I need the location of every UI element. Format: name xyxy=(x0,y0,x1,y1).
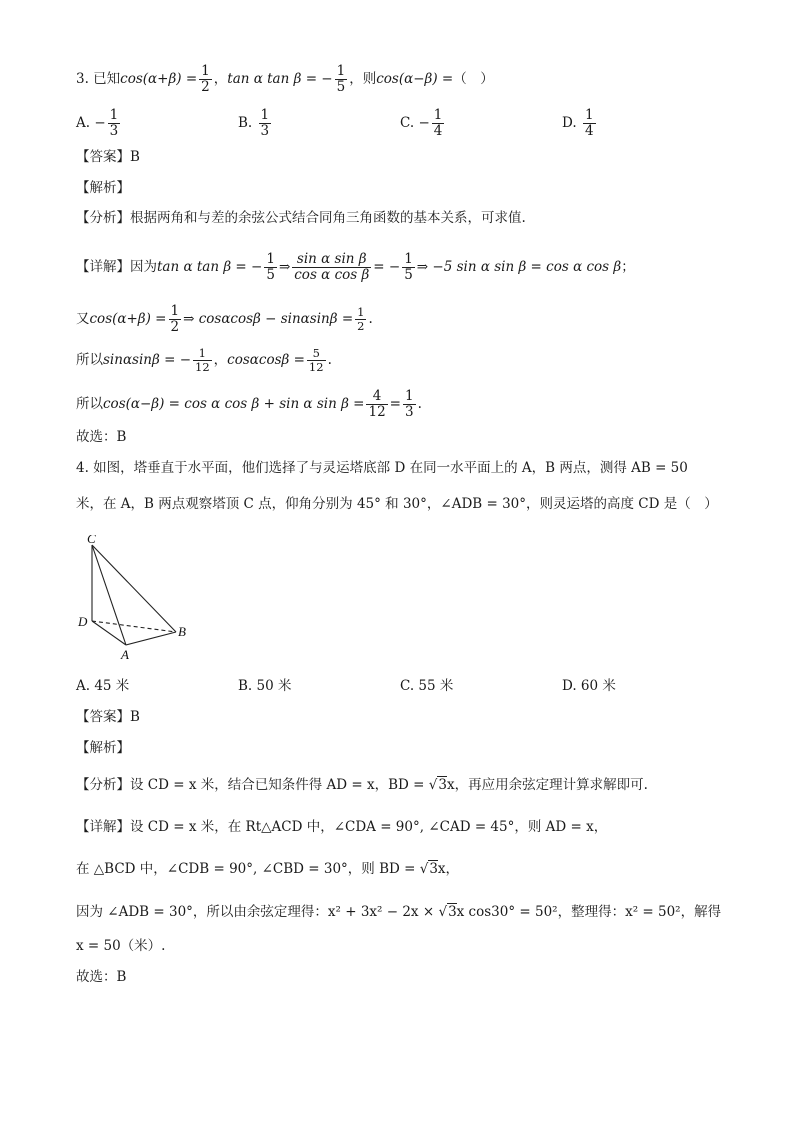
math-expr: tan α tan β = − xyxy=(157,259,263,275)
q4-xiangjie-line3 xyxy=(76,902,721,922)
frac-num: 1 xyxy=(170,303,180,319)
frac-den: 3 xyxy=(109,123,119,139)
option-frac xyxy=(432,108,445,139)
frac-den: 5 xyxy=(404,267,413,283)
frac-num: 1 xyxy=(193,347,212,361)
frac-den: 12 xyxy=(195,360,210,374)
q3-ask: cos(α−β) = xyxy=(376,71,454,87)
text: 又 xyxy=(76,311,90,327)
frac-num: 1 xyxy=(266,251,275,267)
q3-xiangjie-line1 xyxy=(76,252,635,283)
q3-given2-frac xyxy=(335,64,348,95)
q3-line3 xyxy=(76,347,332,374)
math-frac xyxy=(292,252,371,283)
edge-cb xyxy=(92,545,176,632)
frac-den: 2 xyxy=(201,79,210,95)
option-label: A. xyxy=(76,115,91,131)
frac-num: 1 xyxy=(336,63,346,79)
frac-den: 5 xyxy=(266,267,275,283)
math-frac xyxy=(403,389,416,420)
analysis-tag: 【解析】 xyxy=(76,180,130,196)
frac-den: 12 xyxy=(368,404,386,420)
q3-stem-prefix: 3. 已知 xyxy=(76,71,121,87)
text: ， xyxy=(213,352,228,368)
edge-ab xyxy=(126,632,176,645)
text: 因为 ∠ADB = 30°，所以由余弦定理得：x² + 3x² − 2x × xyxy=(76,904,439,920)
label-c: C xyxy=(87,535,96,546)
implies: ⇒ xyxy=(278,259,291,275)
frac-num: 1 xyxy=(433,107,443,123)
sqrt-symbol: √ xyxy=(419,861,429,877)
text: 所以 xyxy=(76,352,103,368)
text: . xyxy=(327,352,332,368)
edge-ca xyxy=(92,545,126,645)
text: 设 CD = x 米，结合已知条件得 AD = x，BD = xyxy=(130,777,429,793)
frac-num: 1 xyxy=(584,107,594,123)
sqrt-radicand: 3 xyxy=(438,777,447,793)
sqrt-radicand: 3 xyxy=(448,904,457,920)
q3-line4 xyxy=(76,389,422,420)
q4-choose: 故选：B xyxy=(76,969,127,985)
q3-option-b xyxy=(238,108,273,139)
answer-tag: 【答案】 xyxy=(76,149,130,165)
q4-stem-line1: 4. 如图，塔垂直于水平面，他们选择了与灵运塔底部 D 在同一水平面上的 A，B 两点，测得 AB = 50 xyxy=(76,460,688,476)
frac-num: 1 xyxy=(357,305,365,319)
q4-option-c: C. 55 米 xyxy=(400,678,454,694)
text: 因为 xyxy=(130,259,157,275)
text: ； xyxy=(621,259,635,275)
text: 设 CD = x 米，在 Rt△ACD 中，∠CDA = 90°, ∠CAD = 45°，则 AD = x， xyxy=(130,819,608,835)
frac-den: 5 xyxy=(336,79,346,95)
frac-num: 1 xyxy=(404,251,413,267)
answer-value: B xyxy=(130,709,140,725)
sqrt-radicand: 3 xyxy=(429,861,438,877)
sqrt-symbol: √ xyxy=(428,777,438,793)
frac-num: 1 xyxy=(109,107,119,123)
option-label: B. xyxy=(238,115,253,131)
frac-den: 4 xyxy=(584,123,594,139)
q3-given1: cos(α+β) = xyxy=(120,71,198,87)
math-frac xyxy=(355,306,366,333)
option-sign: − xyxy=(94,115,106,131)
text: = xyxy=(389,396,401,412)
text: . xyxy=(368,311,373,327)
q4-xiangjie-line1 xyxy=(76,817,607,837)
q4-option-b: B. 50 米 xyxy=(238,678,292,694)
frac-den: 2 xyxy=(170,319,180,335)
math-expr: ⇒ −5 sin α sin β = cos α cos β xyxy=(416,259,622,275)
label-b: B xyxy=(178,624,186,639)
answer-value: B xyxy=(130,149,140,165)
math-expr: cosαcosβ = xyxy=(227,352,305,368)
option-frac xyxy=(259,108,272,139)
frac-num: sin α sin β xyxy=(292,252,371,268)
q3-choose: 故选：B xyxy=(76,429,127,445)
q3-answer xyxy=(76,147,140,167)
q4-option-a: A. 45 米 xyxy=(76,678,130,694)
answer-tag: 【答案】 xyxy=(76,709,130,725)
q3-stem-then: ，则 xyxy=(349,71,377,87)
xiangjie-tag: 【详解】 xyxy=(76,819,130,835)
fenxi-text: 根据两角和与差的余弦公式结合同角三角函数的基本关系，可求值. xyxy=(130,210,526,226)
frac-num: 1 xyxy=(404,388,414,404)
xiangjie-tag: 【详解】 xyxy=(76,259,130,275)
math-frac xyxy=(264,252,277,283)
math-frac xyxy=(193,347,212,374)
q4-option-d: D. 60 米 xyxy=(562,678,616,694)
text: 在 △BCD 中，∠CDB = 90°, ∠CBD = 30°，则 BD = xyxy=(76,861,420,877)
math-frac xyxy=(366,389,387,420)
math-frac xyxy=(169,304,182,335)
q4-xiangjie-line4: x = 50（米）. xyxy=(76,938,166,954)
frac-num: 1 xyxy=(260,107,270,123)
label-a: A xyxy=(121,647,129,662)
frac-num: 4 xyxy=(366,389,387,405)
q3-line2 xyxy=(76,304,373,335)
q4-tower-figure xyxy=(76,535,206,665)
frac-num: 5 xyxy=(307,347,326,361)
frac-num: 1 xyxy=(201,63,210,79)
option-label: C. xyxy=(400,115,415,131)
frac-den: cos α cos β xyxy=(294,267,370,283)
q3-stem-sep: ， xyxy=(213,71,228,87)
q3-given1-frac xyxy=(199,64,212,95)
q3-fenxi xyxy=(76,208,526,228)
frac-den: 4 xyxy=(433,123,443,139)
text: x cos30° = 50²，整理得：x² = 50²，解得 xyxy=(456,904,722,920)
q3-option-c xyxy=(400,108,446,139)
q4-answer xyxy=(76,707,140,727)
q3-option-a xyxy=(76,108,122,139)
label-d: D xyxy=(78,614,88,629)
q4-xiangjie-line2 xyxy=(76,859,459,879)
q4-stem-line2: 米，在 A，B 两点观察塔顶 C 点，仰角分别为 45° 和 30°，∠ADB = 30°，则灵运塔的高度 CD 是（ ） xyxy=(76,496,718,512)
math-frac xyxy=(307,347,326,374)
fenxi-tag: 【分析】 xyxy=(76,777,130,793)
frac-den: 3 xyxy=(404,404,414,420)
q3-analysis-tag xyxy=(76,178,130,198)
math-expr: cos(α−β) = cos α cos β + sin α sin β = xyxy=(103,396,365,412)
frac-den: 3 xyxy=(260,123,270,139)
math-frac xyxy=(402,252,415,283)
q3-blank: （ ） xyxy=(453,71,494,87)
option-sign: − xyxy=(418,115,430,131)
math-expr: sinαsinβ = − xyxy=(103,352,192,368)
math-expr: = − xyxy=(373,259,401,275)
option-frac xyxy=(108,108,121,139)
q4-analysis-tag xyxy=(76,738,130,758)
option-frac xyxy=(583,108,596,139)
frac-den: 2 xyxy=(357,319,365,333)
text: 所以 xyxy=(76,396,103,412)
text: . xyxy=(417,396,422,412)
q3-option-d xyxy=(562,108,598,139)
text: x， xyxy=(437,861,460,877)
text: x，再应用余弦定理计算求解即可. xyxy=(446,777,648,793)
q3-given2: tan α tan β = − xyxy=(227,71,333,87)
q4-fenxi xyxy=(76,775,648,795)
analysis-tag: 【解析】 xyxy=(76,740,130,756)
fenxi-tag: 【分析】 xyxy=(76,210,130,226)
q3-stem xyxy=(76,64,494,95)
math-expr: ⇒ cosαcosβ − sinαsinβ = xyxy=(183,311,354,327)
option-label: D. xyxy=(562,115,577,131)
frac-den: 12 xyxy=(308,360,324,374)
sqrt-symbol: √ xyxy=(438,904,448,920)
math-expr: cos(α+β) = xyxy=(89,311,167,327)
